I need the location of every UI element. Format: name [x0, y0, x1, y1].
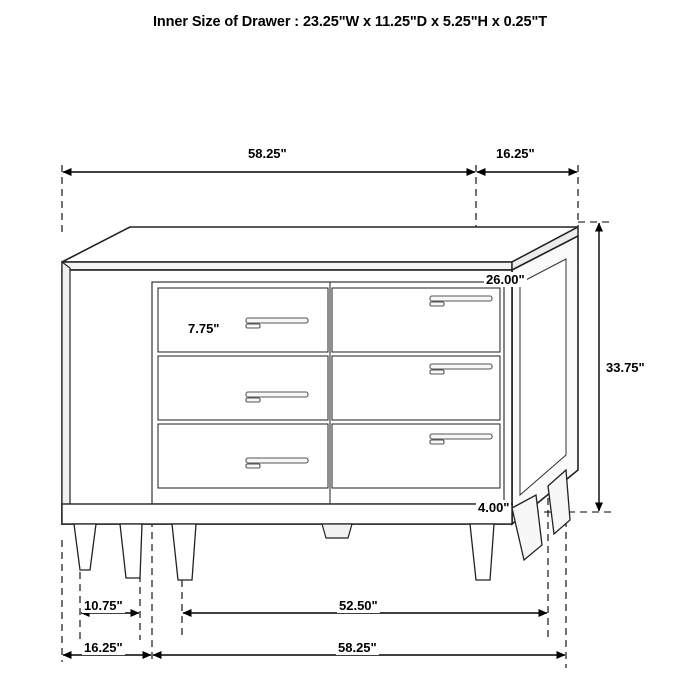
top-edge: [62, 262, 512, 270]
leg-front-left: [74, 524, 96, 570]
top-panel: [62, 227, 578, 262]
leg-front-right: [470, 524, 494, 580]
pull-mid-left-tail: [246, 398, 260, 402]
dim-drawer-width-right: 26.00": [486, 272, 525, 287]
bottom-rail: [62, 504, 512, 524]
side-panel-inset: [520, 259, 566, 495]
pull-mid-right-tail: [430, 370, 444, 374]
dim-leg-height: 4.00": [478, 500, 510, 515]
pull-top-right[interactable]: [430, 296, 492, 301]
leg-front-center-left: [172, 524, 196, 580]
pull-bottom-left[interactable]: [246, 458, 308, 463]
pull-top-right-tail: [430, 302, 444, 306]
dim-foot-span-left: 10.75": [84, 598, 123, 613]
dim-drawer-height-left: 7.75": [188, 321, 220, 336]
drawer-mid-left[interactable]: [158, 356, 328, 420]
left-return: [62, 262, 70, 524]
pull-top-left-tail: [246, 324, 260, 328]
dim-top-width: 58.25": [248, 146, 287, 161]
pull-bottom-right-tail: [430, 440, 444, 444]
pull-top-left[interactable]: [246, 318, 308, 323]
dim-base-total-width: 58.25": [338, 640, 377, 655]
dim-base-inner-width: 52.50": [339, 598, 378, 613]
pull-mid-left[interactable]: [246, 392, 308, 397]
pull-bottom-left-tail: [246, 464, 260, 468]
dim-overall-height: 33.75": [606, 360, 645, 375]
leg-front-left-outer: [120, 524, 142, 578]
dim-base-depth-left: 16.25": [84, 640, 123, 655]
pull-bottom-right[interactable]: [430, 434, 492, 439]
page-title: Inner Size of Drawer : 23.25"W x 11.25"D x 5.25"H x 0.25"T: [152, 14, 548, 30]
center-apron: [322, 524, 352, 538]
drawer-bottom-left[interactable]: [158, 424, 328, 488]
dim-top-right-depth: 16.25": [496, 146, 535, 161]
pull-mid-right[interactable]: [430, 364, 492, 369]
